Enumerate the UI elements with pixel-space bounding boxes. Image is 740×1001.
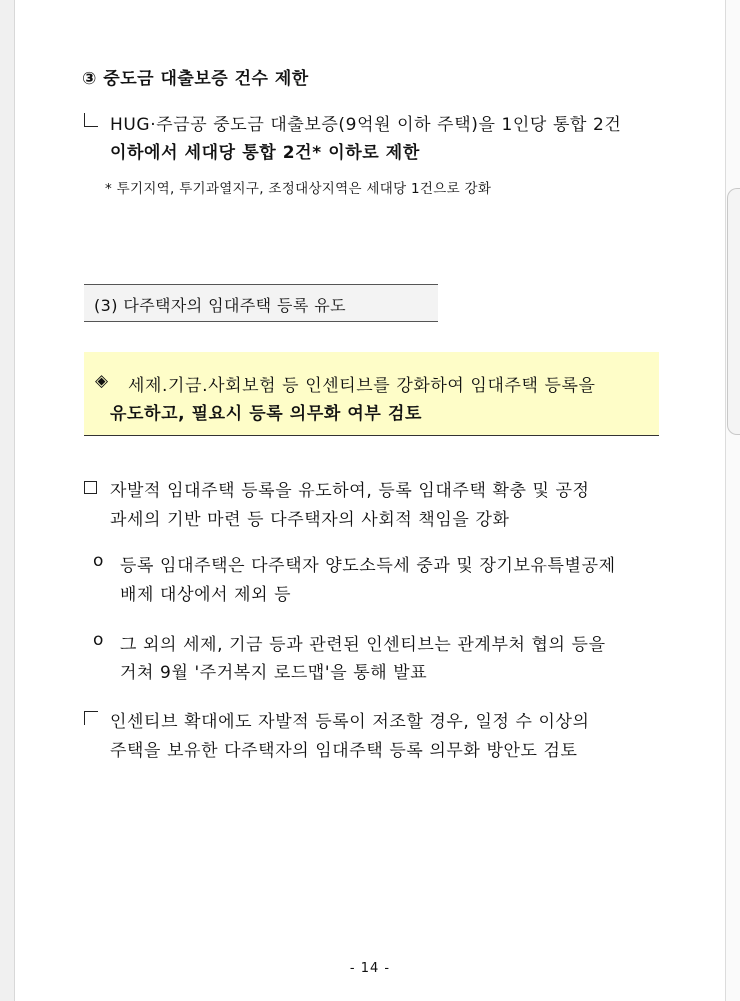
page-side-tab[interactable]	[727, 188, 740, 435]
checkbox-bullet-icon	[84, 711, 98, 725]
summary-line: 유도하고, 필요시 등록 의무화 여부 검토	[110, 404, 423, 424]
summary-line: 세제.기금.사회보험 등 인센티브를 강화하여 임대주택 등록을	[128, 376, 596, 396]
page-margin-left	[0, 0, 15, 1001]
page-number: - 14 -	[349, 961, 391, 976]
subsection-header	[84, 284, 438, 322]
circle-bullet-icon: o	[93, 630, 105, 650]
page-margin-right	[725, 0, 740, 1001]
paragraph-line: HUG·주금공 중도금 대출보증(9억원 이하 주택)을 1인당 통합 2건	[110, 115, 622, 135]
paragraph-line: 인센티브 확대에도 자발적 등록이 저조할 경우, 일정 수 이상의	[110, 712, 590, 732]
checkbox-bullet-icon	[84, 481, 97, 494]
paragraph-line: 거쳐 9월 '주거복지 로드맵'을 통해 발표	[120, 663, 428, 683]
section-heading: ③ 중도금 대출보증 건수 제한	[82, 69, 309, 89]
footnote: * 투기지역, 투기과열지구, 조정대상지역은 세대당 1건으로 강화	[105, 181, 492, 197]
paragraph-line: 과세의 기반 마련 등 다주택자의 사회적 책임을 강화	[110, 510, 510, 530]
paragraph-line: 그 외의 세제, 기금 등과 관련된 인센티브는 관계부처 협의 등을	[120, 635, 606, 655]
paragraph-line: 자발적 임대주택 등록을 유도하여, 등록 임대주택 확충 및 공정	[110, 481, 590, 501]
paragraph-line: 이하에서 세대당 통합 2건* 이하로 제한	[110, 143, 420, 163]
diamond-bullet-icon: ◈	[95, 371, 109, 391]
paragraph-line: 주택을 보유한 다주택자의 임대주택 등록 의무화 방안도 검토	[110, 741, 578, 761]
checkbox-bullet-icon	[84, 113, 98, 127]
subsection-title: (3) 다주택자의 임대주택 등록 유도	[94, 296, 346, 315]
paragraph-line: 등록 임대주택은 다주택자 양도소득세 중과 및 장기보유특별공제	[120, 556, 616, 576]
paragraph-line: 배제 대상에서 제외 등	[120, 585, 292, 605]
circle-bullet-icon: o	[93, 551, 105, 571]
